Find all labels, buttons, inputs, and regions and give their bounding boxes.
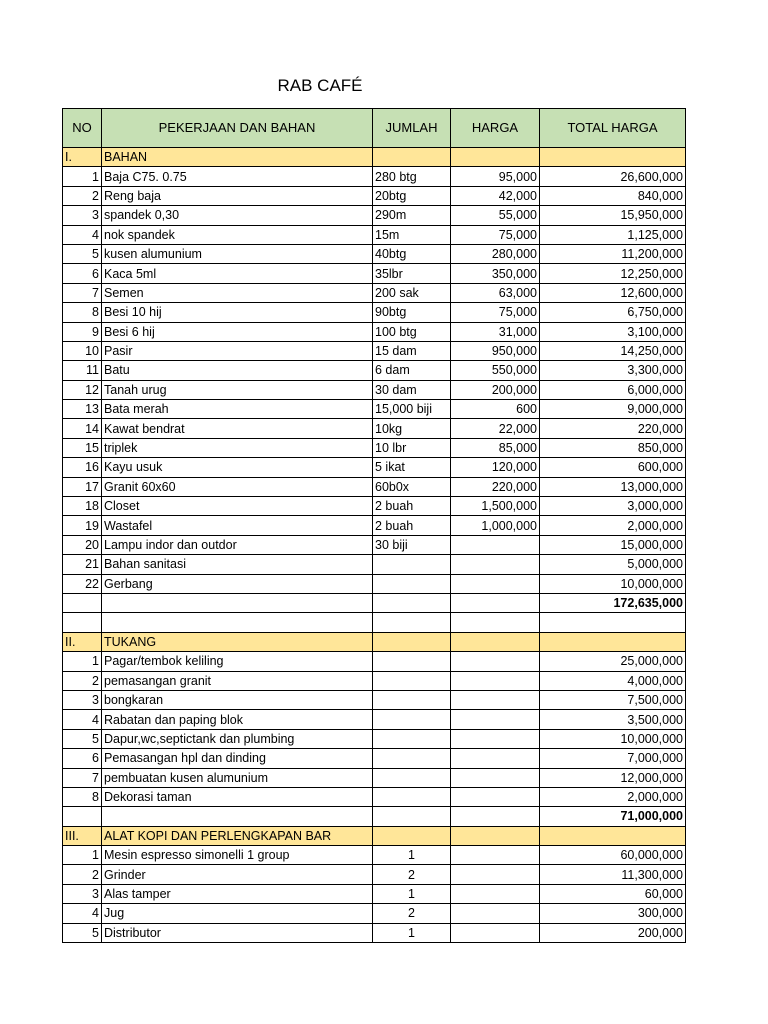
cell-no: 1 <box>63 167 102 186</box>
cell-item: Granit 60x60 <box>102 477 373 496</box>
cell-qty: 2 <box>373 904 451 923</box>
cell-qty: 1 <box>373 884 451 903</box>
cell-item: Rabatan dan paping blok <box>102 710 373 729</box>
cell-qty <box>373 613 451 632</box>
cell-no: 14 <box>63 419 102 438</box>
blank-row <box>63 613 686 632</box>
cell-no: 4 <box>63 225 102 244</box>
cell-price: 200,000 <box>451 380 540 399</box>
cell-price <box>451 923 540 942</box>
cell-qty <box>373 671 451 690</box>
cell-total: 12,600,000 <box>540 283 686 302</box>
cell-qty <box>373 826 451 845</box>
table-row <box>63 749 686 768</box>
cell-total: 3,300,000 <box>540 361 686 380</box>
table-row <box>63 768 686 787</box>
cell-price: 75,000 <box>451 225 540 244</box>
cell-price: 550,000 <box>451 361 540 380</box>
cell-qty <box>373 729 451 748</box>
cell-price <box>451 749 540 768</box>
cell-total: 600,000 <box>540 458 686 477</box>
cell-no: 5 <box>63 923 102 942</box>
cell-qty: 10 lbr <box>373 438 451 457</box>
header-item: PEKERJAAN DAN BAHAN <box>102 109 373 148</box>
cell-no: 20 <box>63 535 102 554</box>
cell-no: 13 <box>63 400 102 419</box>
cell-qty <box>373 749 451 768</box>
cell-item: Mesin espresso simonelli 1 group <box>102 846 373 865</box>
table-row <box>63 477 686 496</box>
cell-no: 21 <box>63 555 102 574</box>
cell-qty <box>373 555 451 574</box>
cell-no: 4 <box>63 904 102 923</box>
cell-total: 5,000,000 <box>540 555 686 574</box>
cell-total: 14,250,000 <box>540 341 686 360</box>
cell-no: 6 <box>63 264 102 283</box>
cell-price <box>451 904 540 923</box>
cell-total: 9,000,000 <box>540 400 686 419</box>
table-row <box>63 787 686 806</box>
table-row <box>63 904 686 923</box>
cell-no: 7 <box>63 283 102 302</box>
cell-total: 13,000,000 <box>540 477 686 496</box>
cell-item: pemasangan granit <box>102 671 373 690</box>
cell-item: Semen <box>102 283 373 302</box>
cell-item: Alas tamper <box>102 884 373 903</box>
cell-price: 75,000 <box>451 303 540 322</box>
cell-qty: 290m <box>373 206 451 225</box>
cell-total: 12,000,000 <box>540 768 686 787</box>
cell-no: 15 <box>63 438 102 457</box>
cell-price <box>451 787 540 806</box>
cell-total: 60,000 <box>540 884 686 903</box>
cell-no: 5 <box>63 244 102 263</box>
cell-price <box>451 846 540 865</box>
cell-price <box>451 613 540 632</box>
cell-no <box>63 613 102 632</box>
cell-total: 60,000,000 <box>540 846 686 865</box>
table-row <box>63 710 686 729</box>
table-row <box>63 380 686 399</box>
cell-item: Kayu usuk <box>102 458 373 477</box>
section-row <box>63 826 686 845</box>
cell-no: 17 <box>63 477 102 496</box>
cell-qty: 280 btg <box>373 167 451 186</box>
cell-price: 85,000 <box>451 438 540 457</box>
cell-item: Pemasangan hpl dan dinding <box>102 749 373 768</box>
cell-no: 3 <box>63 690 102 709</box>
table-row <box>63 341 686 360</box>
table-row <box>63 361 686 380</box>
cell-qty <box>373 710 451 729</box>
cell-no: 1 <box>63 846 102 865</box>
cell-qty: 60b0x <box>373 477 451 496</box>
cell-price: 1,000,000 <box>451 516 540 535</box>
cell-total: 6,000,000 <box>540 380 686 399</box>
section-row <box>63 148 686 167</box>
cell-item: Reng baja <box>102 186 373 205</box>
cell-total: 840,000 <box>540 186 686 205</box>
table-row <box>63 865 686 884</box>
cell-item: Baja C75. 0.75 <box>102 167 373 186</box>
header-total: TOTAL HARGA <box>540 109 686 148</box>
cell-item: nok spandek <box>102 225 373 244</box>
cell-item: Wastafel <box>102 516 373 535</box>
cell-total: 850,000 <box>540 438 686 457</box>
cell-item: Dekorasi taman <box>102 787 373 806</box>
cell-price: 63,000 <box>451 283 540 302</box>
cell-qty <box>373 148 451 167</box>
cell-qty <box>373 690 451 709</box>
section-number: I. <box>63 148 102 167</box>
header-no: NO <box>63 109 102 148</box>
cell-item: Closet <box>102 497 373 516</box>
subtotal-value: 172,635,000 <box>540 593 686 612</box>
cell-price <box>451 710 540 729</box>
cell-qty <box>373 807 451 826</box>
table-row <box>63 225 686 244</box>
cell-price: 350,000 <box>451 264 540 283</box>
cell-price <box>451 807 540 826</box>
cell-no: 10 <box>63 341 102 360</box>
section-number: II. <box>63 632 102 651</box>
table-row <box>63 923 686 942</box>
cell-qty: 2 buah <box>373 497 451 516</box>
cell-item: Bahan sanitasi <box>102 555 373 574</box>
cell-price <box>451 729 540 748</box>
cell-price <box>451 690 540 709</box>
cell-item: Distributor <box>102 923 373 942</box>
cell-no <box>63 807 102 826</box>
section-title: TUKANG <box>102 632 373 651</box>
table-body <box>63 148 686 943</box>
cell-price <box>451 884 540 903</box>
table-row <box>63 303 686 322</box>
cell-no: 16 <box>63 458 102 477</box>
cell-qty: 5 ikat <box>373 458 451 477</box>
cell-qty <box>373 632 451 651</box>
cell-item: Grinder <box>102 865 373 884</box>
cell-total: 15,950,000 <box>540 206 686 225</box>
cell-item: Batu <box>102 361 373 380</box>
cell-total <box>540 632 686 651</box>
cell-total: 220,000 <box>540 419 686 438</box>
cell-item: Bata merah <box>102 400 373 419</box>
cell-no: 1 <box>63 652 102 671</box>
cell-qty: 1 <box>373 846 451 865</box>
table-row <box>63 555 686 574</box>
cell-qty: 20btg <box>373 186 451 205</box>
cell-price: 55,000 <box>451 206 540 225</box>
cell-no: 2 <box>63 186 102 205</box>
cell-qty <box>373 574 451 593</box>
cell-qty: 90btg <box>373 303 451 322</box>
cell-qty <box>373 652 451 671</box>
cell-total: 25,000,000 <box>540 652 686 671</box>
cell-no: 22 <box>63 574 102 593</box>
cell-total: 3,100,000 <box>540 322 686 341</box>
cell-total: 10,000,000 <box>540 574 686 593</box>
cell-total: 11,200,000 <box>540 244 686 263</box>
cell-price: 950,000 <box>451 341 540 360</box>
cell-price <box>451 632 540 651</box>
cell-no: 2 <box>63 865 102 884</box>
document-title: RAB CAFÉ <box>277 76 363 95</box>
cell-qty: 6 dam <box>373 361 451 380</box>
table-row <box>63 400 686 419</box>
cell-total <box>540 613 686 632</box>
table-row <box>63 671 686 690</box>
cell-item: bongkaran <box>102 690 373 709</box>
cell-price: 1,500,000 <box>451 497 540 516</box>
table-row <box>63 535 686 554</box>
cell-item: Besi 10 hij <box>102 303 373 322</box>
cell-item: pembuatan kusen alumunium <box>102 768 373 787</box>
cell-price <box>451 865 540 884</box>
table-row <box>63 322 686 341</box>
table-row <box>63 652 686 671</box>
cell-item: Pagar/tembok keliling <box>102 652 373 671</box>
cell-price: 220,000 <box>451 477 540 496</box>
cell-price: 22,000 <box>451 419 540 438</box>
cell-price: 31,000 <box>451 322 540 341</box>
cell-qty: 30 biji <box>373 535 451 554</box>
cell-qty <box>373 768 451 787</box>
cell-no: 7 <box>63 768 102 787</box>
cell-total: 26,600,000 <box>540 167 686 186</box>
cell-qty: 10kg <box>373 419 451 438</box>
table-row <box>63 264 686 283</box>
cell-item: Gerbang <box>102 574 373 593</box>
cell-price <box>451 555 540 574</box>
cell-total: 3,500,000 <box>540 710 686 729</box>
cell-no: 19 <box>63 516 102 535</box>
cell-no: 2 <box>63 671 102 690</box>
section-row <box>63 632 686 651</box>
cell-item <box>102 807 373 826</box>
cell-item: Tanah urug <box>102 380 373 399</box>
table-row <box>63 729 686 748</box>
cell-no: 8 <box>63 787 102 806</box>
cell-price: 120,000 <box>451 458 540 477</box>
cell-price <box>451 535 540 554</box>
cell-price: 600 <box>451 400 540 419</box>
cell-item: kusen alumunium <box>102 244 373 263</box>
cell-price: 95,000 <box>451 167 540 186</box>
cell-total: 1,125,000 <box>540 225 686 244</box>
cell-total: 200,000 <box>540 923 686 942</box>
cell-item <box>102 613 373 632</box>
cell-qty: 15,000 biji <box>373 400 451 419</box>
cell-price: 42,000 <box>451 186 540 205</box>
table-row <box>63 458 686 477</box>
table-row <box>63 884 686 903</box>
section-title: BAHAN <box>102 148 373 167</box>
cell-qty <box>373 593 451 612</box>
cell-total: 7,000,000 <box>540 749 686 768</box>
cell-no: 3 <box>63 884 102 903</box>
cell-qty: 15 dam <box>373 341 451 360</box>
cell-total: 300,000 <box>540 904 686 923</box>
table-row <box>63 206 686 225</box>
cell-price <box>451 826 540 845</box>
cell-total: 3,000,000 <box>540 497 686 516</box>
cell-price: 280,000 <box>451 244 540 263</box>
cell-item: Besi 6 hij <box>102 322 373 341</box>
cell-qty: 30 dam <box>373 380 451 399</box>
cell-price <box>451 768 540 787</box>
cell-item: Jug <box>102 904 373 923</box>
header-qty: JUMLAH <box>373 109 451 148</box>
table-row <box>63 244 686 263</box>
cell-qty: 40btg <box>373 244 451 263</box>
cell-total: 2,000,000 <box>540 787 686 806</box>
cell-total <box>540 826 686 845</box>
budget-table <box>62 108 686 943</box>
subtotal-value: 71,000,000 <box>540 807 686 826</box>
cell-total: 10,000,000 <box>540 729 686 748</box>
cell-no: 18 <box>63 497 102 516</box>
section-number: III. <box>63 826 102 845</box>
cell-item: Lampu indor dan outdor <box>102 535 373 554</box>
cell-qty <box>373 787 451 806</box>
cell-total: 4,000,000 <box>540 671 686 690</box>
cell-price <box>451 652 540 671</box>
cell-item: spandek 0,30 <box>102 206 373 225</box>
cell-item: Dapur,wc,septictank dan plumbing <box>102 729 373 748</box>
table-row <box>63 438 686 457</box>
cell-price <box>451 574 540 593</box>
cell-no: 4 <box>63 710 102 729</box>
cell-no <box>63 593 102 612</box>
cell-total: 7,500,000 <box>540 690 686 709</box>
subtotal-row <box>63 593 686 612</box>
header-price: HARGA <box>451 109 540 148</box>
cell-item: Kaca 5ml <box>102 264 373 283</box>
cell-price <box>451 671 540 690</box>
cell-total: 12,250,000 <box>540 264 686 283</box>
table-row <box>63 419 686 438</box>
cell-total: 2,000,000 <box>540 516 686 535</box>
table-row <box>63 574 686 593</box>
cell-total: 15,000,000 <box>540 535 686 554</box>
cell-qty: 35lbr <box>373 264 451 283</box>
cell-no: 9 <box>63 322 102 341</box>
cell-no: 8 <box>63 303 102 322</box>
cell-qty: 2 <box>373 865 451 884</box>
subtotal-row <box>63 807 686 826</box>
cell-item: triplek <box>102 438 373 457</box>
cell-total: 11,300,000 <box>540 865 686 884</box>
cell-item: Kawat bendrat <box>102 419 373 438</box>
section-title: ALAT KOPI DAN PERLENGKAPAN BAR <box>102 826 373 845</box>
cell-total <box>540 148 686 167</box>
cell-no: 12 <box>63 380 102 399</box>
cell-no: 5 <box>63 729 102 748</box>
cell-total: 6,750,000 <box>540 303 686 322</box>
cell-no: 3 <box>63 206 102 225</box>
cell-price <box>451 148 540 167</box>
cell-qty: 200 sak <box>373 283 451 302</box>
table-row <box>63 690 686 709</box>
cell-qty: 100 btg <box>373 322 451 341</box>
cell-item: Pasir <box>102 341 373 360</box>
cell-qty: 2 buah <box>373 516 451 535</box>
table-row <box>63 846 686 865</box>
cell-no: 6 <box>63 749 102 768</box>
cell-no: 11 <box>63 361 102 380</box>
table-row <box>63 516 686 535</box>
cell-qty: 15m <box>373 225 451 244</box>
header-row <box>63 109 686 148</box>
table-row <box>63 497 686 516</box>
cell-qty: 1 <box>373 923 451 942</box>
cell-item <box>102 593 373 612</box>
cell-price <box>451 593 540 612</box>
table-row <box>63 283 686 302</box>
table-row <box>63 186 686 205</box>
table-row <box>63 167 686 186</box>
